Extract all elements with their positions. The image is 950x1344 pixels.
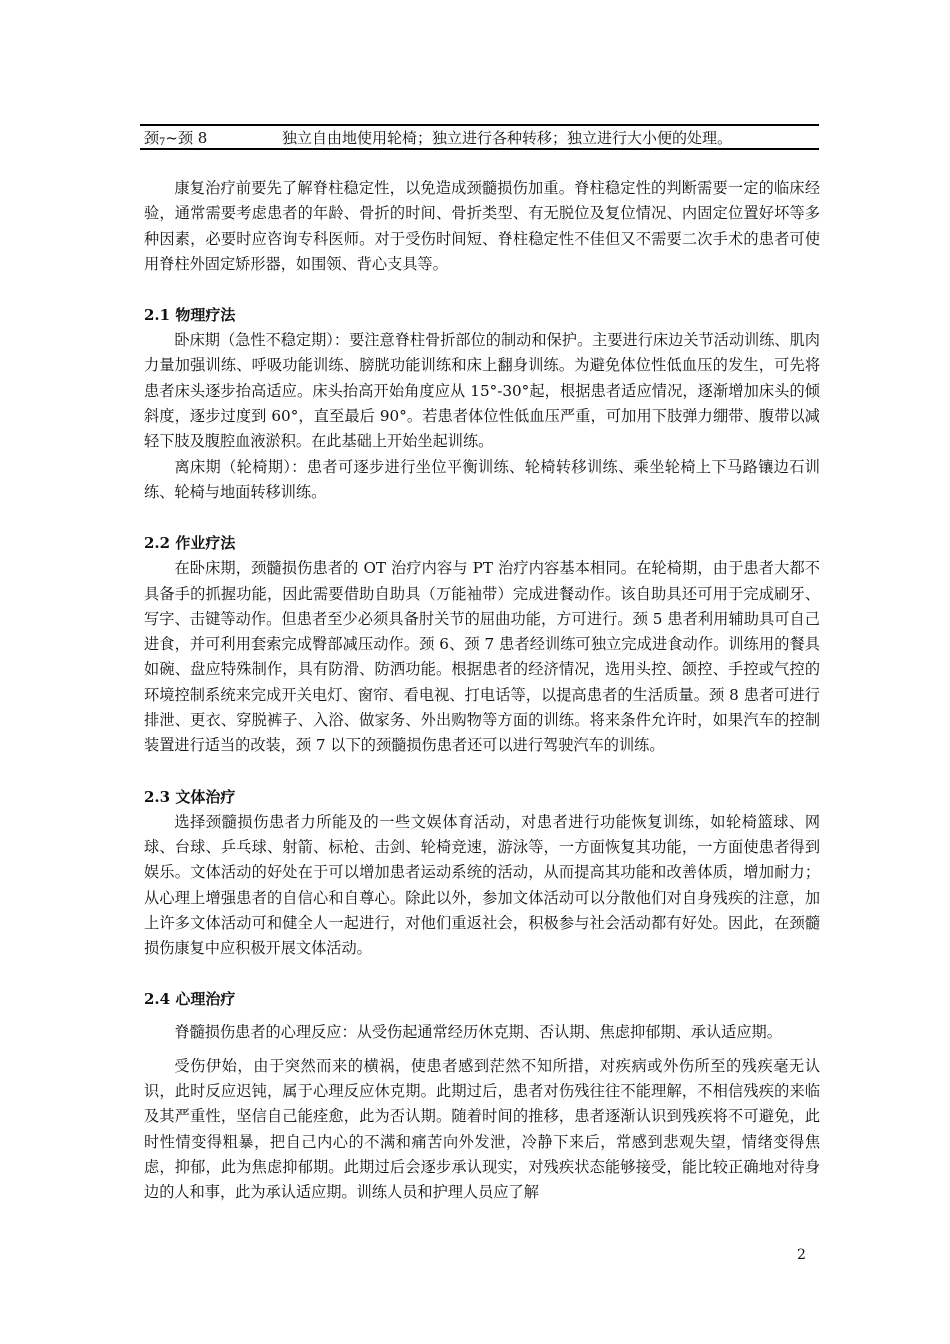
page-number: 2 — [797, 1247, 806, 1263]
paragraph-wheelchair-stage: 离床期（轮椅期）：患者可逐步进行坐位平衡训练、轮椅转移训练、乘坐轮椅上下马路镶边石训练、轮椅与地面转移训练。 — [144, 457, 820, 501]
section-heading-recreational-therapy: 2.3 文体治疗 — [144, 787, 236, 806]
section-heading-physical-therapy: 2.1 物理疗法 — [144, 306, 236, 325]
table-row — [140, 124, 819, 150]
level-label-rest: ~颈 8 — [165, 129, 208, 147]
paragraph-bed-stage: 卧床期（急性不稳定期）：要注意脊柱骨折部位的制动和保护。主要进行床边关节活动训练、肌肉力量加强训练、呼吸功能训练、膀胱功能训练和床上翻身训练。为避免体位性低血压的发生，可先将患者床头逐步抬高适应。床头抬高开始角度应从 15°-30°起，根据患者适应情况，逐渐增加床头的倾斜度，逐步过度到 60°，直至最后 90°。若患者体位性低血压严重，可加用下肢弹力绷带、腹带以减轻下肢及腹腔血液淤积。在此基础上开始坐起训练。 — [144, 331, 820, 451]
level-label-subscript: 7 — [159, 137, 166, 148]
paragraph-psych-detail: 受伤伊始，由于突然而来的横祸，使患者感到茫然不知所措，对疾病或外伤所至的残疾毫无认识，此时反应迟钝，属于心理反应休克期。此期过后，患者对伤残往往不能理解，不相信残疾的来临及其严重性，坚信自己能痊愈，此为否认期。随着时间的推移，患者逐渐认识到残疾将不可避免，此时性情变得粗暴，把自己内心的不满和痛苦向外发泄，冷静下来后，常感到悲观失望，情绪变得焦虑，抑郁，此为焦虑抑郁期。此期过后会逐步承认现实，对残疾状态能够接受，能比较正确地对待身边的人和事，此为承认适应期。训练人员和护理人员应了解 — [144, 1056, 820, 1202]
table-cell-level — [144, 127, 207, 154]
paragraph-psych-stages: 脊髓损伤患者的心理反应：从受伤起通常经历休克期、否认期、焦虑抑郁期、承认适应期。 — [174, 1023, 782, 1042]
paragraph-occupational-therapy: 在卧床期，颈髓损伤患者的 OT 治疗内容与 PT 治疗内容基本相同。在轮椅期，由于患者大都不具备手的抓握功能，因此需要借助自助具（万能袖带）完成进餐动作。该自助具还可用于完成刷牙、写字、击键等动作。但患者至少必须具备肘关节的屈曲功能，方可进行。颈 5 患者利用辅助具可自己进食，并可利用套索完成臀部减压动作。颈 6、颈 7 患者经训练可独立完成进食动作。训练用的餐具如碗、盘应特殊制作，具有防滑、防洒功能。根据患者的经济情况，选用头控、颌控、手控或气控的环境控制系统来完成开关电灯、窗帘、看电视、打电话等，以提高患者的生活质量。颈 8 患者可进行排泄、更衣、穿脱裤子、入浴、做家务、外出购物等方面的训练。将来条件允许时，如果汽车的控制装置进行适当的改装，颈 7 以下的颈髓损伤患者还可以进行驾驶汽车的训练。 — [144, 559, 820, 755]
section-heading-occupational-therapy: 2.2 作业疗法 — [144, 534, 236, 553]
intro-paragraph: 康复治疗前要先了解脊柱稳定性，以免造成颈髓损伤加重。脊柱稳定性的判断需要一定的临床经验，通常需要考虑患者的年龄、骨折的时间、骨折类型、有无脱位及复位情况、内固定位置好坏等多种因素，必要时应咨询专科医师。对于受伤时间短、脊柱稳定性不佳但又不需要二次手术的患者可使用脊柱外固定矫形器，如围领、背心支具等。 — [144, 179, 820, 273]
level-label-main: 颈 — [144, 129, 160, 147]
table-cell-description: 独立自由地使用轮椅；独立进行各种转移；独立进行大小便的处理。 — [282, 129, 733, 147]
section-heading-psychological-therapy: 2.4 心理治疗 — [144, 990, 236, 1009]
body-content — [144, 176, 820, 1206]
paragraph-recreational-therapy: 选择颈髓损伤患者力所能及的一些文娱体育活动，对患者进行功能恢复训练，如轮椅篮球、网球、台球、乒乓球、射箭、标枪、击剑、轮椅竞速，游泳等，一方面恢复其功能，一方面使患者得到娱乐。文体活动的好处在于可以增加患者运动系统的活动，从而提高其功能和改善体质，增加耐力；从心理上增强患者的自信心和自尊心。除此以外，参加文体活动可以分散他们对自身残疾的注意，加上许多文体活动可和健全人一起进行，对他们重返社会，积极参与社会活动都有好处。因此，在颈髓损伤康复中应积极开展文体活动。 — [144, 812, 820, 958]
